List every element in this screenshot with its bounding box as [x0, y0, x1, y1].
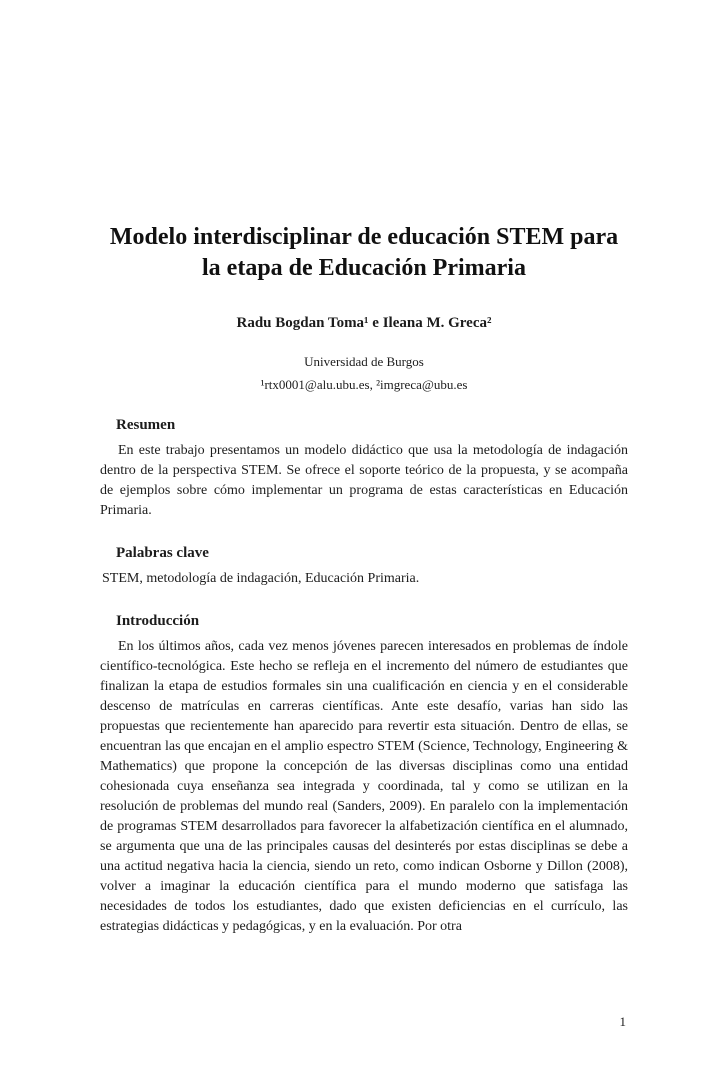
paragraph-keywords: STEM, metodología de indagación, Educación Primaria. — [102, 571, 420, 587]
paper-affiliation: Universidad de Burgos — [304, 354, 424, 370]
section-heading-resumen: Resumen — [116, 417, 176, 434]
section-resumen — [100, 417, 628, 521]
section-introduccion — [100, 613, 628, 937]
page-number: 1 — [619, 1014, 626, 1029]
section-heading-palabras-clave: Palabras clave — [116, 545, 209, 562]
section-heading-introduccion: Introducción — [116, 613, 200, 630]
paragraph-introduccion: En los últimos años, cada vez menos jóvenes parecen interesados en problemas de índole científico-tecnológica. Este hecho se refleja en el incremento del número de estudiantes que finalizan la etapa de estudios formales sin una cualificación en ciencia y en el considerable descenso de matrículas en carreras científicas. Ante este desafío, varias han sido las propuestas que recientemente han aparecido para revertir esta situación. Dentro de ellas, se encuentran las que encajan en el amplio espectro STEM (Science, Technology, Engineering & Mathematics) que propone la concepción de las diversas disciplinas como una entidad cohesionada cuya enseñanza sea integrada y coordinada, tal y como se utilizan en la resolución de problemas del mundo real (Sanders, 2009). En paralelo con la implementación de programas STEM desarrollados para favorecer la alfabetización científica en el alumnado, se argumenta que una de las principales causas del desinterés por estas disciplinas se debe a una actitud negativa hacia la ciencia, siendo un reto, como indican Osborne y Dillon (2008), volver a imaginar la educación científica para el mundo moderno que satisfaga las necesidades de todos los estudiantes, dado que existen deficiencias en el currículo, las estrategias didácticas y pedagógicas, y en la evaluación. Por otra — [100, 639, 628, 935]
paper-title: Modelo interdisciplinar de educación STEM para la etapa de Educación Primaria — [109, 224, 619, 281]
paper-authors: Radu Bogdan Toma¹ e Ileana M. Greca² — [236, 315, 492, 332]
section-palabras-clave — [100, 545, 628, 589]
paragraph-resumen: En este trabajo presentamos un modelo didáctico que usa la metodología de indagación dentro de la perspectiva STEM. Se ofrece el soporte teórico de la propuesta, y se acompaña de ejemplos sobre cómo implementar un programa de estas características en Educación Primaria. — [100, 443, 628, 519]
paper-author-emails: ¹rtx0001@alu.ubu.es, ²imgreca@ubu.es — [260, 377, 468, 393]
